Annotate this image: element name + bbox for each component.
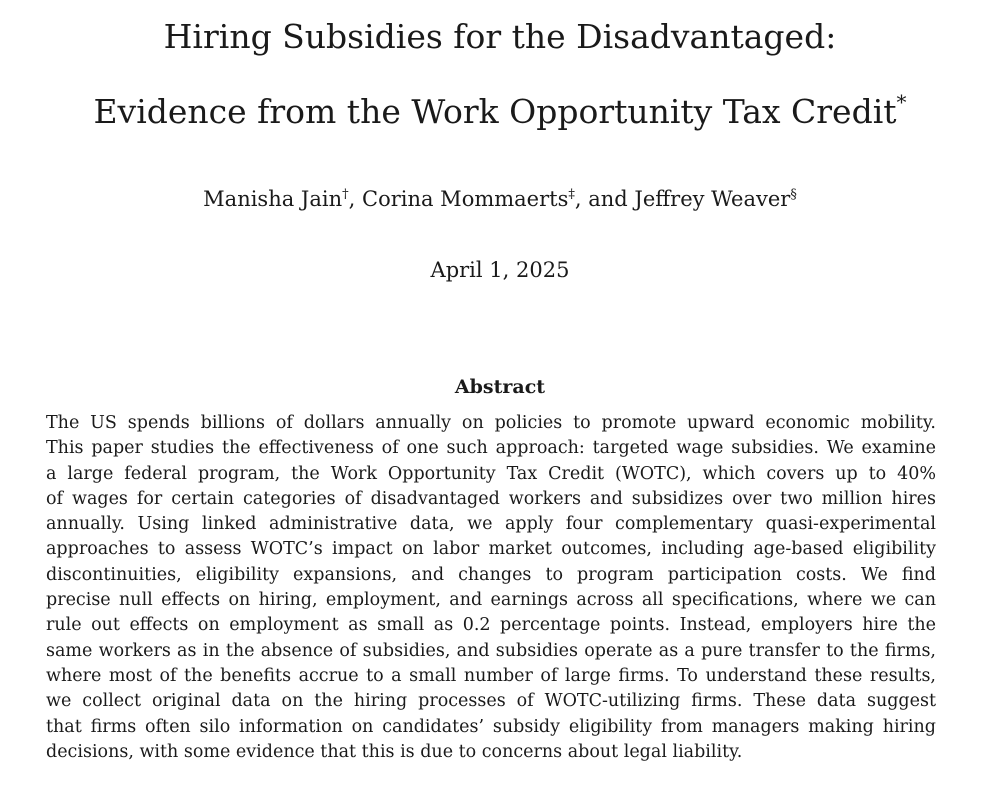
abstract-line: rule out effects on employment as small as 0.2 percentage points. Instead, employers hire the — [46, 615, 936, 636]
abstract-line: of wages for certain categories of disadvantaged workers and subsidizes over two million hires — [46, 488, 936, 509]
paper-title-text: Evidence from the Work Opportunity Tax Credit — [93, 92, 897, 131]
author-footnote-mark: † — [342, 187, 349, 202]
abstract-heading: Abstract — [454, 376, 546, 398]
abstract-line: a large federal program, the Work Opportunity Tax Credit (WOTC), which covers up to 40% — [46, 463, 936, 484]
author-footnote-mark: § — [790, 187, 797, 202]
author-spacer — [355, 187, 362, 211]
author-separator: , — [348, 187, 356, 211]
paper-title-line-1: Hiring Subsidies for the Disadvantaged: — [163, 17, 837, 56]
abstract-line: approaches to assess WOTC’s impact on labor market outcomes, including age-based eligibility — [46, 539, 936, 560]
author-name: Manisha Jain — [203, 187, 343, 211]
abstract-line: annually. Using linked administrative data, we apply four complementary quasi-experimental — [46, 514, 936, 535]
abstract-line: where most of the benefits accrue to a small number of large firms. To understand these results, — [46, 665, 936, 686]
abstract-line: discontinuities, eligibility expansions, and changes to program participation costs. We find — [46, 564, 936, 585]
author-footnote-mark: ‡ — [568, 187, 575, 202]
author-name: Jeffrey Weaver — [634, 187, 791, 211]
paper-title-line-2 — [0, 92, 1000, 132]
abstract-line: This paper studies the effectiveness of one such approach: targeted wage subsidies. We examine — [46, 438, 936, 459]
abstract-line: precise null effects on hiring, employment, and earnings across all specifications, where we can — [46, 590, 936, 611]
abstract-line: that firms often silo information on candidates’ subsidy eligibility from managers making hiring — [46, 716, 936, 737]
abstract-body — [46, 411, 936, 765]
abstract-line: we collect original data on the hiring processes of WOTC-utilizing firms. These data suggest — [46, 691, 936, 712]
title-footnote-mark: * — [896, 90, 907, 114]
author-name: Corina Mommaerts — [362, 187, 569, 211]
author-list — [0, 184, 1000, 214]
publication-date: April 1, 2025 — [430, 258, 570, 282]
abstract-line: decisions, with some evidence that this is due to concerns about legal liability. — [46, 741, 743, 762]
author-separator: , — [574, 187, 582, 211]
abstract-line: same workers as in the absence of subsidies, and subsidies operate as a pure transfer to the firms, — [46, 640, 936, 661]
author-conjunction: and — [581, 187, 635, 211]
abstract-line: The US spends billions of dollars annually on policies to promote upward economic mobility. — [46, 413, 936, 433]
